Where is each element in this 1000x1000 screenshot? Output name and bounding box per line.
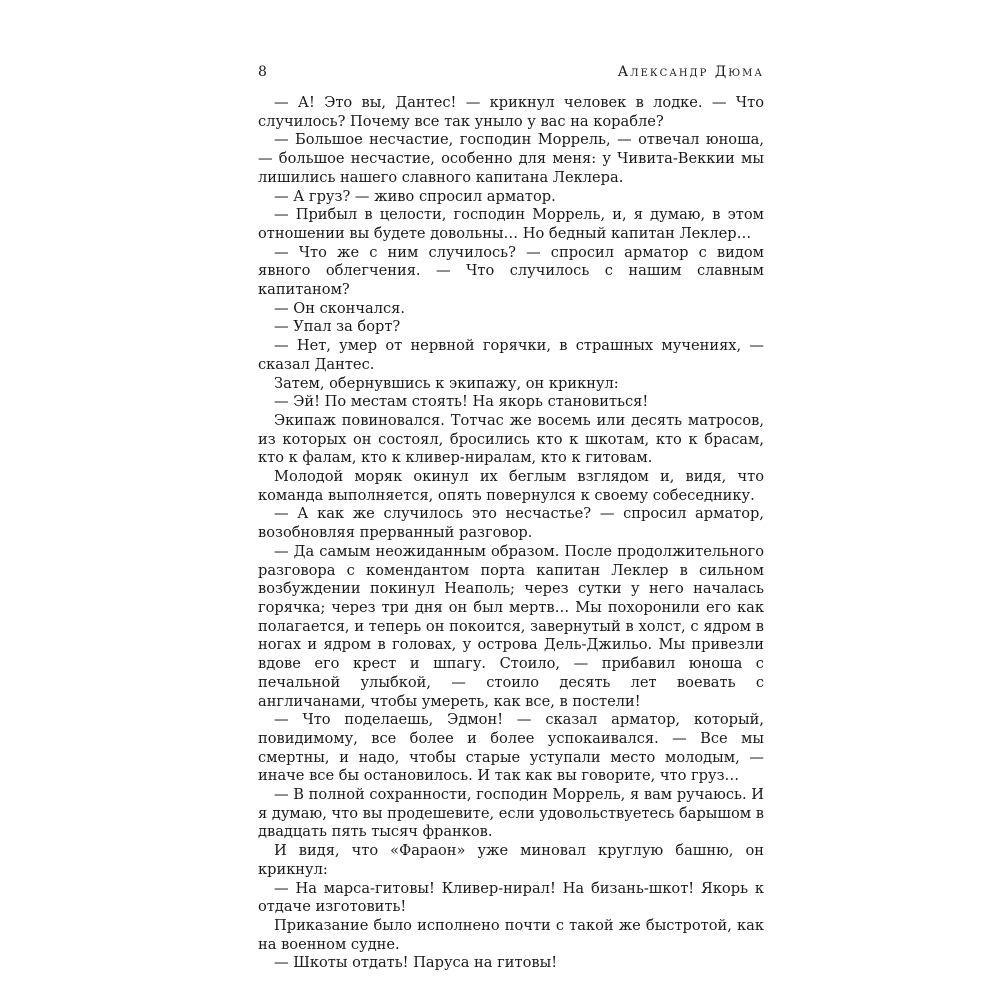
paragraph: — А! Это вы, Дантес! — крикнул человек в лодке. — Что случилось? Почему все так уныло у вас на корабле? [258,94,764,130]
paragraph: — Он скончался. [274,299,406,317]
book-page [258,64,764,973]
paragraph: — Что же с ним случилось? — спросил арматор с видом явного облегчения. — Что случилось с нашим славным капитаном? [258,243,764,299]
paragraph: — Упал за борт? [274,318,401,336]
paragraph: — Прибыл в целости, господин Моррель, и, я думаю, в этом отношении вы будете довольны… Но бедный капитан Леклер… [258,206,764,242]
paragraph: — Нет, умер от нервной горячки, в страшных мучениях, — сказал Дантес. [258,337,764,373]
body-text [258,94,764,973]
paragraph: Затем, обернувшись к экипажу, он крикнул: [274,374,619,392]
paragraph: Молодой моряк окинул их беглым взглядом и, видя, что команда выполняется, опять повернулся к своему собеседнику. [258,468,764,504]
paragraph: И видя, что «Фараон» уже миновал круглую башню, он крикнул: [258,842,764,878]
paragraph: — Что поделаешь, Эдмон! — сказал арматор, который, повидимому, все более и более успокаивался. — Все мы смертны, и надо, чтобы старые уступали место молодым, — иначе все бы остановилось. И так как вы говорите, что груз… [258,711,764,785]
paragraph: — В полной сохранности, господин Моррель, я вам ручаюсь. И я думаю, что вы продешевите, если удовольствуетесь барышом в двадцать пять тысяч франков. [258,786,764,841]
page-number: 8 [258,64,267,80]
paragraph: Приказание было исполнено почти с такой же быстротой, как на военном судне. [258,916,764,953]
paragraph: — Эй! По местам стоять! На якорь становиться! [274,393,649,411]
paragraph: — Да самым неожиданным образом. После продолжительного разговора с комендантом порта капитан Леклер в сильном возбуждении покинул Неаполь; через сутки у него началась горячка; через три дня он был мертв… Мы похоронили его как полагается, и теперь он покоится, завернутый в холст, с ядром в ногах и ядром в головах, у острова Дель-Джильо. Мы привезли вдове его крест и шпагу. Стоило, — прибавил юноша с печальной улыбкой, — стоило десять лет воевать с англичанами, чтобы умереть, как все, в постели! [258,542,764,710]
paragraph: — На марса-гитовы! Кливер-нирал! На бизань-шкот! Якорь к отдаче изготовить! [258,879,764,916]
running-head-author: Александр Дюма [617,64,764,80]
paragraph: Экипаж повиновался. Тотчас же восемь или десять матросов, из которых он состоял, бросились кто к шкотам, кто к брасам, кто к фалам, кто к кливер-ниралам, кто к гитовам. [258,411,764,467]
paragraph: — Шкоты отдать! Паруса на гитовы! [274,954,558,972]
paragraph: — А груз? — живо спросил арматор. [274,187,556,205]
paragraph: — Большое несчастие, господин Моррель, — отвечал юноша, — большое несчастие, особенно для меня: у Чивита-Веккии мы лишились нашего славного капитана Леклера. [258,131,764,186]
paragraph: — А как же случилось это несчастье? — спросил арматор, возобновляя прерванный разговор. [258,505,764,542]
page-header [258,64,764,86]
